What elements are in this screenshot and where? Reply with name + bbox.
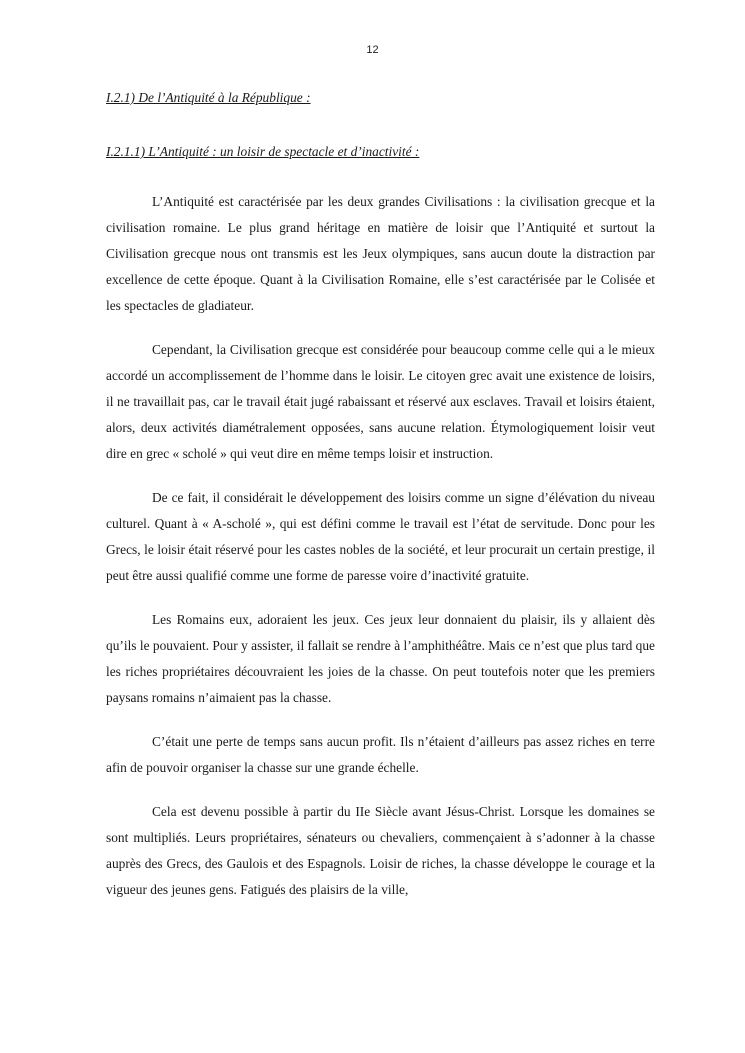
paragraph: C’était une perte de temps sans aucun profit. Ils n’étaient d’ailleurs pas assez riches en terre afin de pouvoir organiser la chasse sur une grande échelle. [106,734,655,775]
paragraph: De ce fait, il considérait le développement des loisirs comme un signe d’élévation du niveau culturel. Quant à « A-scholé », qui est défini comme le travail est l’état de servitude. Donc pour les Grecs, le loisir était réservé pour les castes nobles de la société, et leur procurait un certain prestige, il peut être aussi qualifié comme une forme de paresse voire d’inactivité gratuite. [106,490,655,583]
page-number: 12 [366,44,379,56]
paragraph: Les Romains eux, adoraient les jeux. Ces jeux leur donnaient du plaisir, ils y allaient dès qu’ils le pouvaient. Pour y assister, il fallait se rendre à l’amphithéâtre. Mais ce n’est que plus tard que les riches propriétaires découvraient les joies de la chasse. On peut toutefois noter que les premiers paysans romains n’aimaient pas la chasse. [106,612,655,705]
body-text [106,189,655,921]
paragraph: L’Antiquité est caractérisée par les deux grandes Civilisations : la civilisation grecque et la civilisation romaine. Le plus grand héritage en matière de loisir que l’Antiquité et surtout la Civilisation grecque nous ont transmis est les Jeux olympiques, sans aucun doute la distraction par excellence de cette époque. Quant à la Civilisation Romaine, elle s’est caractérisée par le Colisée et les spectacles de gladiateur. [106,194,655,313]
section-heading: I.2.1) De l’Antiquité à la République : [106,90,311,105]
subsection-heading: I.2.1.1) L’Antiquité : un loisir de spectacle et d’inactivité : [106,144,420,159]
paragraph: Cependant, la Civilisation grecque est considérée pour beaucoup comme celle qui a le mieux accordé un accomplissement de l’homme dans le loisir. Le citoyen grec avait une existence de loisirs, il ne travaillait pas, car le travail était jugé rabaissant et réservé aux esclaves. Travail et loisirs étaient, alors, deux activités diamétralement opposées, sans aucune relation. Étymologiquement loisir veut dire en grec « scholé » qui veut dire en même temps loisir et instruction. [106,342,655,461]
paragraph: Cela est devenu possible à partir du IIe Siècle avant Jésus-Christ. Lorsque les domaines se sont multipliés. Leurs propriétaires, sénateurs ou chevaliers, commençaient à s’adonner à la chasse auprès des Grecs, des Gaulois et des Espagnols. Loisir de riches, la chasse développe le courage et la vigueur des jeunes gens. Fatigués des plaisirs de la ville, [106,804,655,897]
